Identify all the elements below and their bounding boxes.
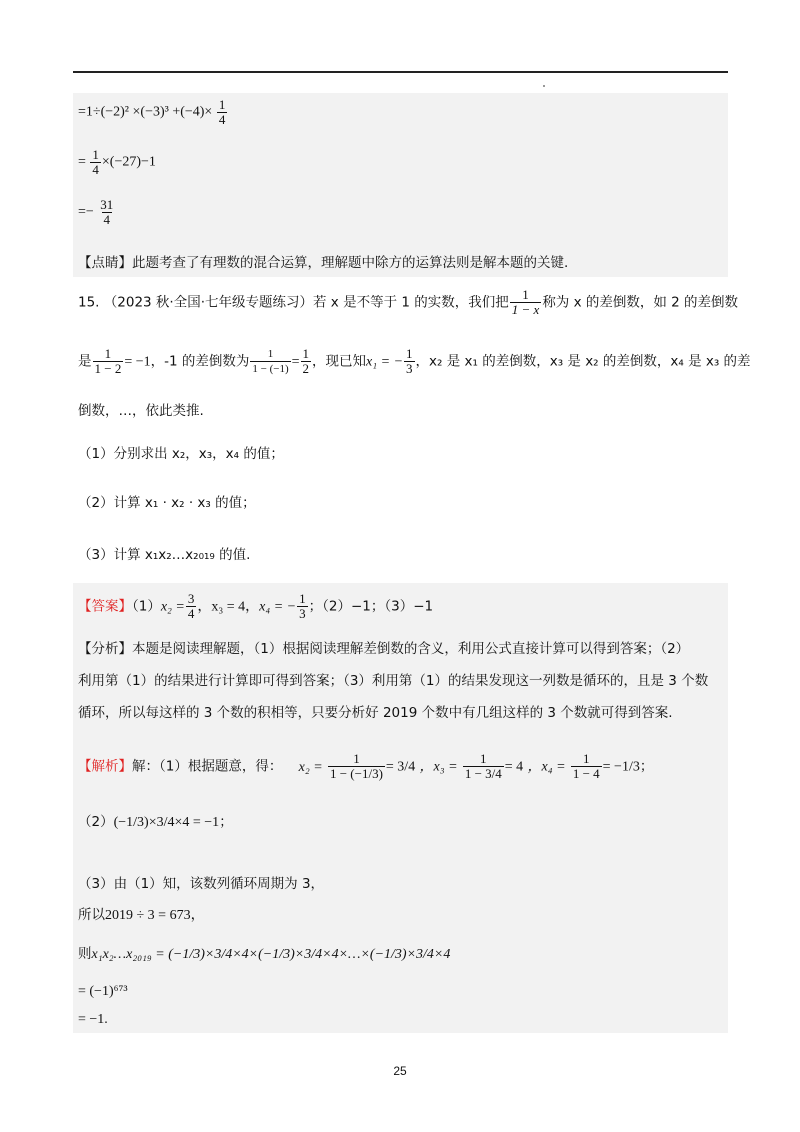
solution-part3-line1: （3）由（1）知，该数列循环周期为 3， — [78, 876, 325, 892]
problem15-line3: 倒数，…，依此类推. — [78, 403, 204, 419]
ex2-frac: $\frac{1}{1 - (-1)}$ — [252, 348, 289, 375]
problem15-line2: 是 $\frac{1}{1 - 2}$ = −1，-1 的差倒数为 $\frac{1}{1 - (-1)}$ = $\frac{1}{2}$ ，现已知x₁ = − $\frac{1}{3}$ ，x₂ 是 x₁ 的差倒数，x₃ 是 x₂ 的差倒数，x₄ 是 x₃ 的差 — [78, 346, 751, 376]
answer-x4-frac: $\frac{1}{3}$ — [299, 591, 306, 621]
comment-tag: 【点睛】 — [78, 255, 132, 271]
answer-tag: 【答案】 — [78, 598, 132, 615]
question-2: （2）计算 x₁ · x₂ · x₃ 的值； — [78, 495, 256, 511]
solution-part3-line3: 则x₁x₂…x₂₀₁₉ = (−1/3)×3/4×4×(−1/3)×3/4×4×…×(−1/3)×3/4×4 — [78, 946, 451, 962]
answer-line: 【答案】（1）x₂ = $\frac{3}{4}$ ，x₃ = 4，x₄ = − $\frac{1}{3}$ ；（2）−1；（3）−1 — [78, 591, 434, 621]
analysis-line3: 循环，所以每这样的 3 个数的积相等，只要分析好 2019 个数中有几组这样的 3 个数就可得到答案. — [78, 705, 673, 721]
solution-line1: 【解析】解：（1）根据题意，得： x₂ = $\frac{1}{1 - (-1/3)}$ = 3/4 ，x₃ = $\frac{1}{1 - 3/4}$ = 4 ，x₄ = $\frac{1}{1 - 4}$ = −1/3； — [78, 751, 654, 781]
answer-x2-frac: $\frac{3}{4}$ — [187, 591, 195, 621]
header-rule — [73, 71, 728, 73]
solution-part3-line2: 所以2019 ÷ 3 = 673， — [78, 907, 205, 923]
solution-x2-frac: $\frac{1}{1 - (-1/3)}$ — [329, 751, 383, 781]
problem15-line1: 15. （2023 秋·全国·七年级专题练习）若 x 是不等于 1 的实数，我们把 $\frac{1}{1 - x}$ 称为 x 的差倒数，如 2 的差倒数 — [78, 287, 739, 317]
def-frac: $\frac{1}{1 - x}$ — [511, 287, 540, 317]
prev-step3: =− $\frac{31}{4}$ — [78, 197, 114, 227]
solution-part3-line4: = (−1)⁶⁷³ — [78, 984, 128, 999]
problem-source: （2023 秋·全国·七年级专题练习） — [103, 294, 314, 311]
comment-line — [78, 251, 568, 271]
solution-part2: （2）(−1/3)×3/4×4 = −1； — [78, 814, 233, 830]
ex1-frac: $\frac{1}{1 - 2}$ — [94, 346, 122, 376]
prev-step2: = $\frac{1}{4}$ ×(−27)−1 — [78, 147, 156, 177]
solution-tag: 【解析】 — [78, 758, 132, 775]
page-number: 25 — [393, 1064, 407, 1078]
ex2-res-frac: $\frac{1}{2}$ — [302, 346, 310, 376]
analysis-tag: 【分析】 — [78, 641, 132, 657]
frac-31-4: $\frac{31}{4}$ — [100, 197, 114, 227]
prev-step1: =1÷(−2)² ×(−3)³ +(−4)× $\frac{1}{4}$ — [78, 97, 226, 127]
analysis-line2: 利用第（1）的结果进行计算即可得到答案；（3）利用第（1）的结果发现这一列数是循环的，且是 3 个数 — [78, 673, 709, 689]
frac-1-4-b: $\frac{1}{4}$ — [92, 147, 99, 177]
frac-1-4: $\frac{1}{4}$ — [218, 97, 226, 127]
comment-text: 此题考查了有理数的混合运算，理解题中除方的运算法则是解本题的关键. — [132, 255, 569, 271]
x1-frac: $\frac{1}{3}$ — [406, 346, 413, 376]
header-dot — [543, 85, 545, 87]
solution-x3-frac: $\frac{1}{1 - 3/4}$ — [464, 751, 502, 781]
analysis-line1: 【分析】本题是阅读理解题，（1）根据阅读理解差倒数的含义，利用公式直接计算可以得到答案；（2） — [78, 641, 690, 657]
problem-number: 15. — [78, 294, 100, 311]
question-1: （1）分别求出 x₂，x₃，x₄ 的值； — [78, 446, 284, 462]
solution-part3-line5: = −1. — [78, 1012, 108, 1027]
solution-x4-frac: $\frac{1}{1 - 4}$ — [572, 751, 600, 781]
question-3: （3）计算 x₁x₂…x₂₀₁₉ 的值. — [78, 547, 251, 563]
